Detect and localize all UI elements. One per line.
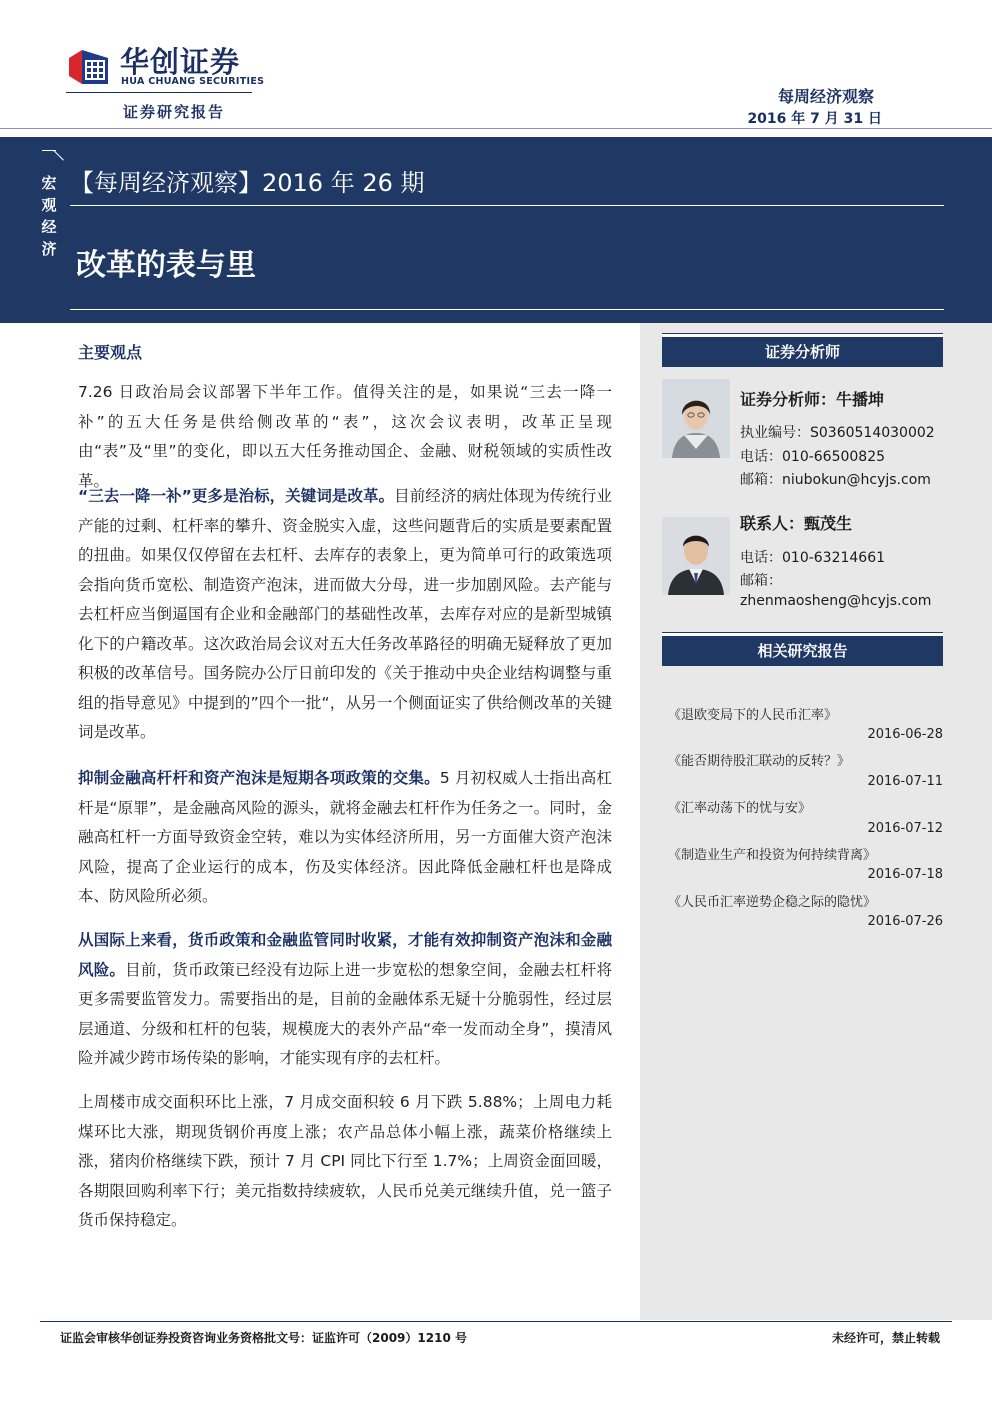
- related-report-title[interactable]: 《退欧变局下的人民币汇率》: [668, 708, 838, 723]
- paragraph-3-lead: 抑制金融高杆杆和资产泡沫是短期各项政策的交集。: [78, 769, 440, 787]
- paragraph-4-lead: 从国际上来看，货币政策和金融监管同时收紧，才能有效抑制资产泡沫和金融风险。: [78, 931, 612, 979]
- brand-name-english: HUA CHUANG SECURITIES: [121, 76, 265, 87]
- related-reports-title: 相关研究报告: [662, 633, 943, 666]
- analyst-panel-title: 证券分析师: [662, 334, 943, 367]
- paragraph-3-body: 5 月初权威人士指出高杠杆是“原罪”，是金融高风险的源头，就将金融去杠杆作为任务之一。同时，金融高杠杆一方面导致资金空转，难以为实体经济所用，另一方面催大资产泡沫风险，提高了企业运行的成本，伤及实体经济。因此降低金融杠杆也是降成本、防风险所必须。: [78, 769, 612, 905]
- related-report-title[interactable]: 《能否期待股汇联动的反转？》: [668, 754, 851, 769]
- analyst1-license: 执业编号：S0360514030002: [740, 425, 935, 441]
- paragraph-2-body: 目前经济的病灶体现为传统行业产能的过剩、杠杆率的攀升、资金脱实入虚，这些问题背后的实质是要素配置的扭曲。如果仅仅停留在去杠杆、去库存的表象上，更为简单可行的政策选项会指向货币宽松、制造资产泡沫，进而做大分母，进一步加剧风险。去产能与去杠杆应当倒逼国有企业和金融部门的基础性改革，去库存对应的是新型城镇化下的户籍改革。这次政治局会议对五大任务改革路径的明确无疑释放了更加积极的改革信号。国务院办公厅日前印发的《关于推动中央企业结构调整与重组的指导意见》中提到的”四个一批“，从另一个侧面证实了供给侧改革的关键词是改革。: [78, 487, 612, 741]
- related-report-date: 2016-07-26: [867, 914, 943, 929]
- related-report-date: 2016-07-11: [867, 774, 943, 789]
- contact-photo-zhenmaosheng: [662, 517, 730, 595]
- logo-icon: [66, 44, 112, 90]
- contact-email: zhenmaosheng@hcyjs.com: [740, 593, 932, 609]
- paragraph-2-lead: “三去一降一补”更多是治标，关键词是改革。: [78, 487, 395, 505]
- banner-divider-bottom: [70, 309, 944, 310]
- related-report-title[interactable]: 《汇率动荡下的忧与安》: [668, 801, 812, 816]
- related-report-title[interactable]: 《制造业生产和投资为何持续背离》: [668, 848, 877, 863]
- report-type: 证券研究报告: [123, 103, 226, 121]
- paragraph-4-body: 目前，货币政策已经没有边际上进一步宽松的想象空间，金融去杠杆将更多需要监管发力。需要指出的是，目前的金融体系无疑十分脆弱性，经过层层通道、分级和杠杆的包装，规模庞大的表外产品“牵一发而动全身”，摸清风险并减少跨市场传染的影响，才能实现有序的去杠杆。: [78, 960, 612, 1067]
- footer-divider: [40, 1321, 952, 1322]
- header-divider: [0, 128, 992, 129]
- paragraph-2: [78, 482, 612, 748]
- footer-license: 证监会审核华创证券投资咨询业务资格批文号：证监许可（2009）1210 号: [60, 1331, 467, 1345]
- brand-divider: [66, 92, 252, 93]
- paragraph-4: [78, 926, 612, 1074]
- paragraph-1: 7.26 日政治局会议部署下半年工作。值得关注的是，如果说“三去一降一补”的五大任务是供给侧改革的“表”，这次会议表明，改革正呈现由“表”及“里”的变化，即以五大任务推动国企、金融、财税领域的实质性改革。: [78, 383, 612, 490]
- analyst-photo-niubokun: [662, 379, 730, 458]
- analyst1-phone: 电话：010-66500825: [740, 449, 886, 465]
- contact-phone: 电话：010-63214661: [740, 550, 886, 566]
- paragraph-3: [78, 764, 612, 912]
- footer-copyright: 未经许可，禁止转载: [831, 1331, 940, 1345]
- banner-divider-top: [70, 205, 944, 206]
- series-title: 每周经济观察: [777, 87, 874, 106]
- paragraph-5: 上周楼市成交面积环比上涨，7 月成交面积较 6 月下跌 5.88%；上周电力耗煤环比大涨，期现货钢价再度上涨；农产品总体小幅上涨，蔬菜价格继续上涨，猪肉价格继续下跌，预计 7 月 CPI 同比下行至 1.7%；上周资金面回暖，各期限回购利率下行；美元指数持续疲软，人民币兑美元继续升值，兑一篮子货币保持稳定。: [78, 1093, 612, 1229]
- analyst1-name: 证券分析师：牛播坤: [740, 390, 885, 409]
- contact-name: 联系人：甄茂生: [740, 514, 853, 533]
- report-headline: 改革的表与里: [76, 248, 256, 283]
- brand-name: 华创证券: [120, 45, 241, 79]
- report-date: 2016 年 7 月 31 日: [747, 111, 882, 127]
- related-report-title[interactable]: 《人民币汇率逆势企稳之际的隐忧》: [668, 895, 877, 910]
- related-report-date: 2016-06-28: [867, 727, 943, 742]
- analyst1-email: 邮箱：niubokun@hcyjs.com: [740, 472, 931, 488]
- related-report-date: 2016-07-18: [867, 867, 943, 882]
- related-report-date: 2016-07-12: [867, 821, 943, 836]
- category-label: 宏观经济: [41, 174, 57, 258]
- key-points-heading: 主要观点: [78, 343, 143, 362]
- contact-email-label: 邮箱：: [740, 573, 782, 589]
- issue-title: 【每周经济观察】2016 年 26 期: [70, 169, 425, 197]
